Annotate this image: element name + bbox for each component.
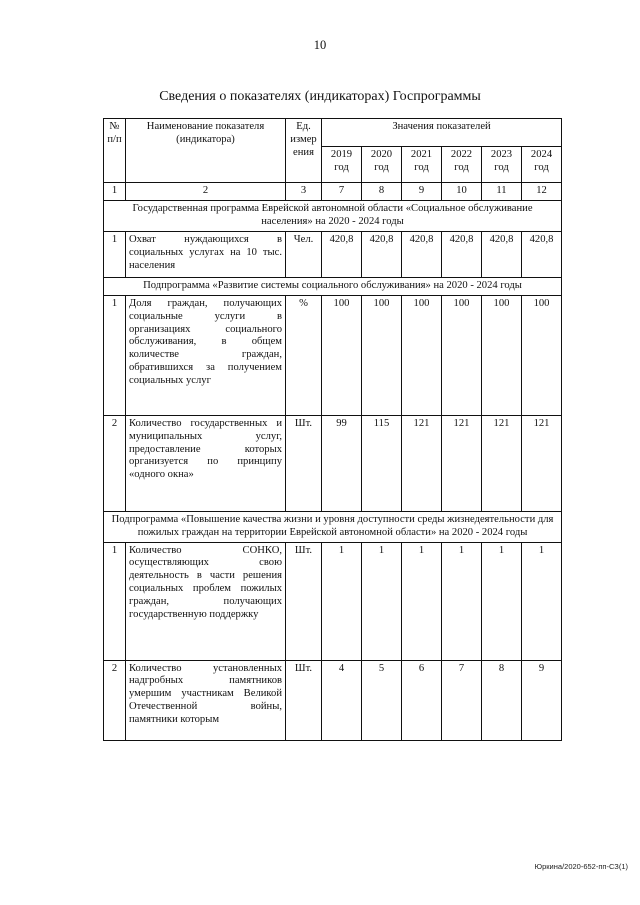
indicator-name: Доля граждан, получающих социальные услуги в организациях социального обслуживания, в общем количестве граждан, обратившихся за получением социальных услуг [126, 295, 286, 415]
value-cell: 100 [322, 295, 362, 415]
value-cell: 100 [482, 295, 522, 415]
unit-cell: Шт. [286, 660, 322, 740]
index-cell: 7 [322, 183, 362, 201]
table-row [104, 660, 562, 740]
section-header [104, 511, 562, 542]
value-cell: 100 [362, 295, 402, 415]
value-cell: 9 [522, 660, 562, 740]
header-year: 2020 год [362, 147, 402, 183]
value-cell: 420,8 [482, 231, 522, 277]
section-title: Подпрограмма «Повышение качества жизни и уровня доступности среды жизнедеятельности для пожилых граждан на территории Еврейской автономной области» на 2020 - 2024 годы [104, 511, 562, 542]
index-cell: 1 [104, 183, 126, 201]
row-num: 2 [104, 660, 126, 740]
section-title: Подпрограмма «Развитие системы социального обслуживания» на 2020 - 2024 годы [104, 277, 562, 295]
indicator-name: Количество установленных надгробных памятников умершим участникам Великой Отечественной войны, памятники которым [126, 660, 286, 740]
value-cell: 1 [442, 542, 482, 660]
header-unit: Ед. измер ения [286, 119, 322, 183]
unit-cell: % [286, 295, 322, 415]
value-cell: 100 [402, 295, 442, 415]
header-year: 2019 год [322, 147, 362, 183]
index-cell: 2 [126, 183, 286, 201]
header-year: 2022 год [442, 147, 482, 183]
indicator-name: Количество СОНКО, осуществляющих свою деятельность в части решения социальных проблем пожилых граждан, получающих государственную поддержку [126, 542, 286, 660]
section-header [104, 277, 562, 295]
header-year: 2021 год [402, 147, 442, 183]
indicator-name: Охват нуждающихся в социальных услугах на 10 тыс. населения [126, 231, 286, 277]
index-cell: 12 [522, 183, 562, 201]
value-cell: 121 [442, 415, 482, 511]
value-cell: 1 [322, 542, 362, 660]
page-number: 10 [313, 38, 327, 52]
unit-cell: Чел. [286, 231, 322, 277]
header-values-group: Значения показателей [322, 119, 562, 147]
value-cell: 1 [402, 542, 442, 660]
header-name: Наименование показателя (индикатора) [126, 119, 286, 183]
section-header [104, 200, 562, 231]
column-index-row [104, 183, 562, 201]
header-num: № п/п [104, 119, 126, 183]
table-row [104, 542, 562, 660]
value-cell: 121 [482, 415, 522, 511]
index-cell: 11 [482, 183, 522, 201]
value-cell: 420,8 [322, 231, 362, 277]
unit-cell: Шт. [286, 542, 322, 660]
index-cell: 9 [402, 183, 442, 201]
value-cell: 121 [402, 415, 442, 511]
value-cell: 1 [482, 542, 522, 660]
value-cell: 100 [442, 295, 482, 415]
section-title: Государственная программа Еврейской автономной области «Социальное обслуживание населения» на 2020 - 2024 годы [104, 200, 562, 231]
value-cell: 6 [402, 660, 442, 740]
value-cell: 1 [362, 542, 402, 660]
value-cell: 5 [362, 660, 402, 740]
header-year: 2023 год [482, 147, 522, 183]
value-cell: 420,8 [522, 231, 562, 277]
value-cell: 420,8 [442, 231, 482, 277]
document-title: Сведения о показателях (индикаторах) Госпрограммы [159, 89, 481, 104]
value-cell: 8 [482, 660, 522, 740]
value-cell: 99 [322, 415, 362, 511]
header-year: 2024 год [522, 147, 562, 183]
value-cell: 420,8 [402, 231, 442, 277]
indicators-table [103, 118, 562, 741]
table-row [104, 295, 562, 415]
value-cell: 1 [522, 542, 562, 660]
value-cell: 115 [362, 415, 402, 511]
value-cell: 420,8 [362, 231, 402, 277]
index-cell: 3 [286, 183, 322, 201]
table-row [104, 231, 562, 277]
value-cell: 4 [322, 660, 362, 740]
row-num: 2 [104, 415, 126, 511]
index-cell: 10 [442, 183, 482, 201]
unit-cell: Шт. [286, 415, 322, 511]
row-num: 1 [104, 231, 126, 277]
table-row [104, 415, 562, 511]
row-num: 1 [104, 542, 126, 660]
row-num: 1 [104, 295, 126, 415]
value-cell: 7 [442, 660, 482, 740]
value-cell: 100 [522, 295, 562, 415]
value-cell: 121 [522, 415, 562, 511]
index-cell: 8 [362, 183, 402, 201]
indicator-name: Количество государственных и муниципальных услуг, предоставление которых организуется по принципу «одного окна» [126, 415, 286, 511]
footer-document-code: Юркина/2020-652-пп-СЗ(1) [534, 862, 628, 871]
